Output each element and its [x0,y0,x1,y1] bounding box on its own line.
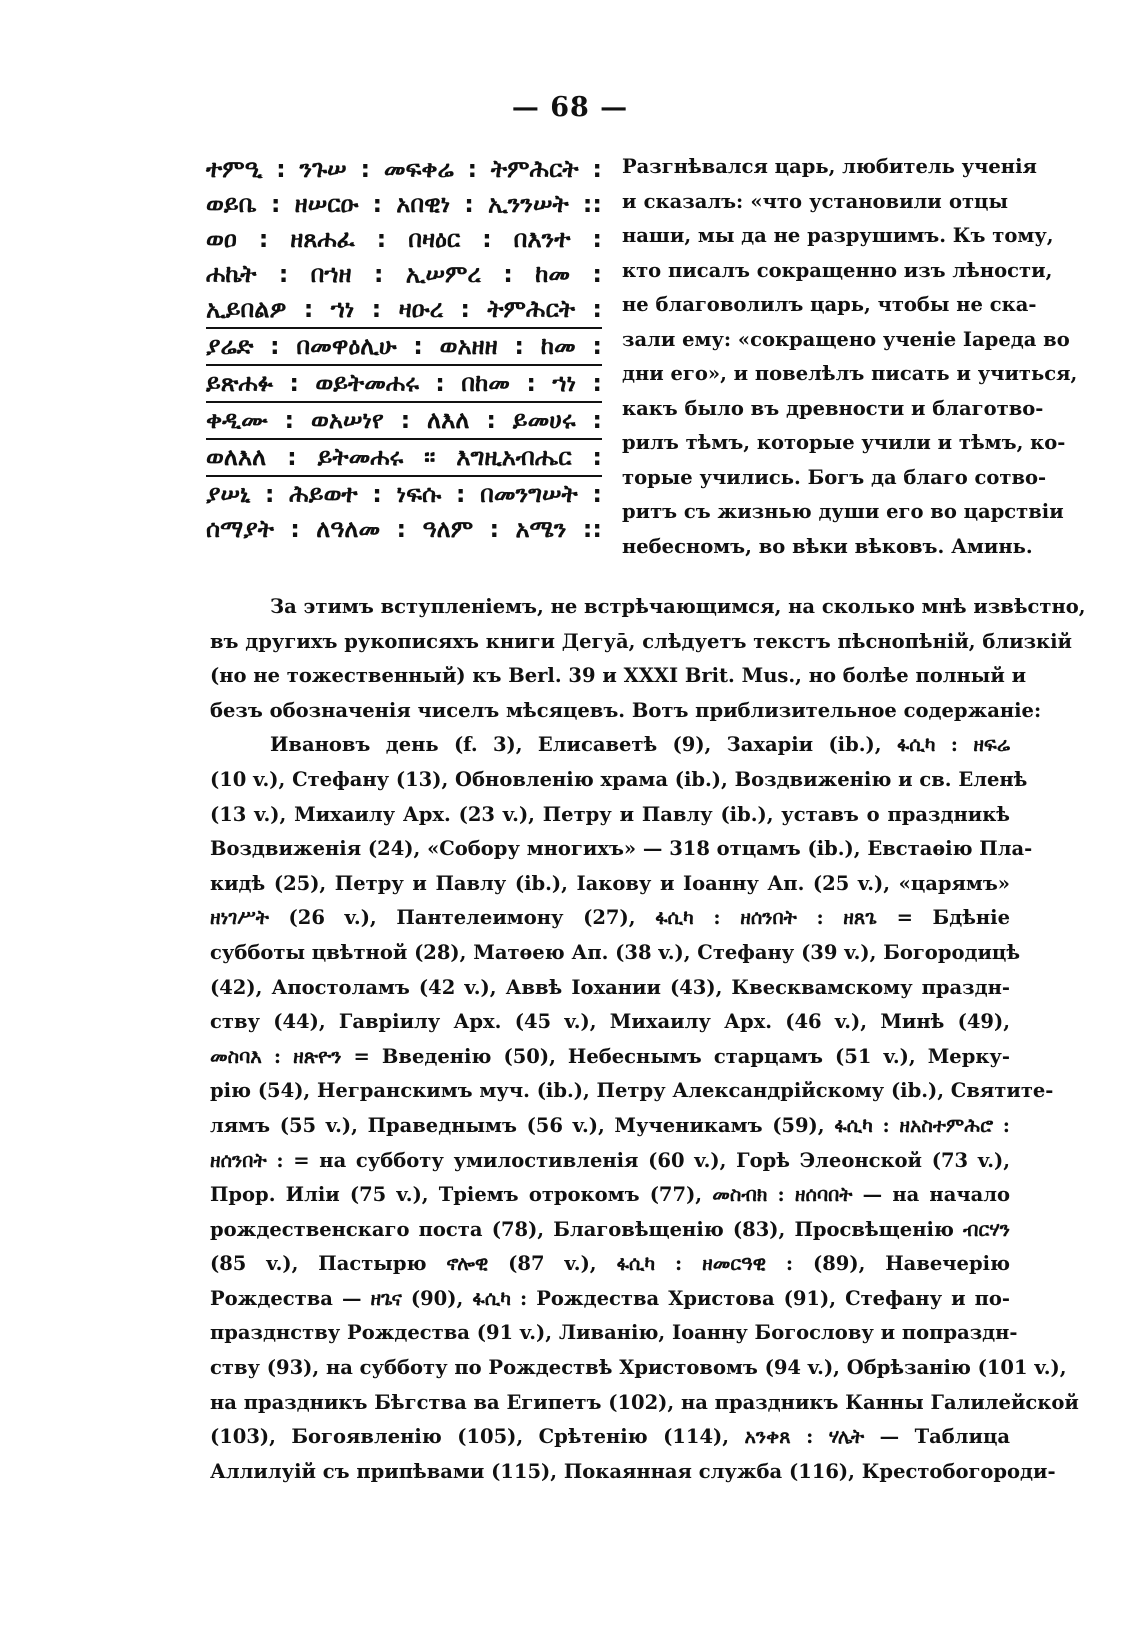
translation-line: дни его», и повелѣлъ писать и учиться, [622,362,1078,385]
body-line: (103), Богоявленію (105), Срѣтенію (114), አንቀጸ : ሃሌት — Таблица [210,1425,1010,1449]
translation-line: ритъ съ жизнью души его во царствіи [622,500,1064,523]
page-number: — 68 — [511,92,629,123]
body-line: безъ обозначенія чиселъ мѣсяцевъ. Вотъ приблизительное содержаніе: [210,698,1042,722]
translation-line: и сказалъ: «что установили отцы [622,189,1008,213]
body-line: (но не тожественный) къ Berl. 39 и XXXI Brit. Mus., но болѣе полный и [210,664,1027,688]
body-line: (42), Апостоламъ (42 v.), Аввѣ Іохании (43), Квесквамскому праздн- [210,975,1010,999]
body-line: (13 v.), Михаилу Арх. (23 v.), Петру и Павлу (ib.), уставъ о праздникѣ [210,802,1010,826]
body-line: Аллилуій съ припѣвами (115), Покаянная служба (116), Крестобогороди- [210,1459,1056,1483]
ethiopic-line: ወዐ : ዘጸሐፈ : በዛዕር : በእንተ : [206,225,602,253]
translation-line: небесномъ, во вѣки вѣковъ. Аминь. [622,534,1033,558]
body-line: Ивановъ день (f. 3), Елисаветѣ (9), Захаріи (ib.), ፋሲካ : ዘፍሬ [270,733,1010,757]
translation-line: какъ было въ древности и благотво- [622,396,1044,420]
body-line: (10 v.), Стефану (13), Обновленію храма (ib.), Воздвиженію и св. Еленѣ [210,767,1028,791]
translation-line: кто писалъ сокращенно изъ лѣности, [622,258,1053,282]
body-line: Прор. Иліи (75 v.), Тріемъ отрокомъ (77), መስብክ : ዘሰባበት — на начало [210,1183,1010,1207]
body-line: рію (54), Негранскимъ муч. (ib.), Петру Александрійскому (ib.), Святите- [210,1079,1054,1103]
body-line: лямъ (55 v.), Праведнымъ (56 v.), Мученикамъ (59), ፋሲካ : ዘአስተምሕሮ : [210,1113,1010,1137]
body-line: рождественскаго поста (78), Благовѣщенію (83), Просвѣщенію ብርሃን [210,1217,1010,1241]
ethiopic-line: ወይቤ : ዘሠርዑ : አበዊነ : ኢንንሠት :: [206,190,602,218]
ethiopic-text-column [206,152,602,547]
translation-line: зали ему: «сокращено ученіе Іареда во [622,327,1070,351]
ethiopic-line: ኢይበልዎ : ኀነ : ዛዑረ : ትምሕርት : [206,295,602,323]
translation-line: торые учились. Богъ да благо сотво- [622,465,1047,489]
translation-line: наши, мы да не разрушимъ. Къ тому, [622,224,1054,247]
ethiopic-line: ሰማያት : ለዓለመ : ዓለም : አሜን :: [206,515,602,543]
body-line: на праздникъ Бѣгства ва Египетъ (102), на праздникъ Канны Галилейской [210,1390,1079,1414]
ethiopic-line: ይጽሐፉ : ወይትመሐሩ : በከመ : ኀነ : [206,364,602,401]
body-line: (85 v.), Пастырю ኖሎዊ (87 v.), ፋሲካ : ዘመርዓዊ : (89), Навечерію [210,1252,1010,1276]
body-line: ству (44), Гавріилу Арх. (45 v.), Михаилу Арх. (46 v.), Минѣ (49), [210,1010,1010,1034]
body-line: መስባእ : ዘጽዮን = Введенію (50), Небеснымъ старцамъ (51 v.), Мерку- [210,1044,1010,1068]
body-line: Воздвиженія (24), «Собору многихъ» — 318 отцамъ (ib.), Евстаѳію Пла- [210,837,1033,861]
translation-line: Разгнѣвался царь, любитель ученія [622,155,1037,178]
body-line: ዘሰንበት : = на субботу умилостивленія (60 v.), Горѣ Элеонской (73 v.), [210,1148,1010,1172]
ethiopic-line: ያሠኒ : ሕይወተ : ነፍሱ : በመንግሠት : [206,475,602,512]
body-line: Рождества — ዘጌና (90), ፋሲካ : Рождества Христова (91), Стефану и по- [210,1286,1010,1310]
body-line: субботы цвѣтной (28), Матѳею Ап. (38 v.), Стефану (39 v.), Богородицѣ [210,940,1021,964]
ethiopic-line: ሐኬት : በኀዘ : ኢሠምረ : ከመ : [206,260,602,288]
body-text [210,590,1086,1489]
body-line: въ другихъ рукописяхъ книги Дегуā, слѣдуетъ текстъ пѣснопѣній, близкій [210,629,1072,653]
body-line: празднству Рождества (91 v.), Ливанію, Іоанну Богослову и попраздн- [210,1321,1018,1345]
ethiopic-line: ያሬድ : በመዋዕሊሁ : ወአዘዘ : ከመ : [206,327,602,364]
ethiopic-line: ወለእለ : ይትመሐሩ ። እግዚአብሔር : [206,438,602,475]
ethiopic-line: ቀዲሙ : ወአሠነየ : ለእለ : ይመሀሩ : [206,401,602,438]
russian-translation-column [622,150,1078,564]
ethiopic-line: ተምዒ : ንጉሠ : መፍቀሬ : ትምሕርት : [206,155,602,183]
translation-line: рилъ тѣмъ, которые учили и тѣмъ, ко- [622,431,1066,454]
body-line: ству (93), на субботу по Рождествѣ Христовомъ (94 v.), Обрѣзанію (101 v.), [210,1356,1067,1380]
translation-line: не благоволилъ царь, чтобы не ска- [622,293,1037,316]
body-line: ዘነገሥት (26 v.), Пантелеимону (27), ፋሲካ : ዘሰንበት : ዘጸጌ = Бдѣніе [210,906,1010,930]
body-line: За этимъ вступленіемъ, не встрѣчающимся, на сколько мнѣ извѣстно, [270,595,1086,618]
body-line: кидѣ (25), Петру и Павлу (ib.), Іакову и Іоанну Ап. (25 v.), «царямъ» [210,871,1010,895]
